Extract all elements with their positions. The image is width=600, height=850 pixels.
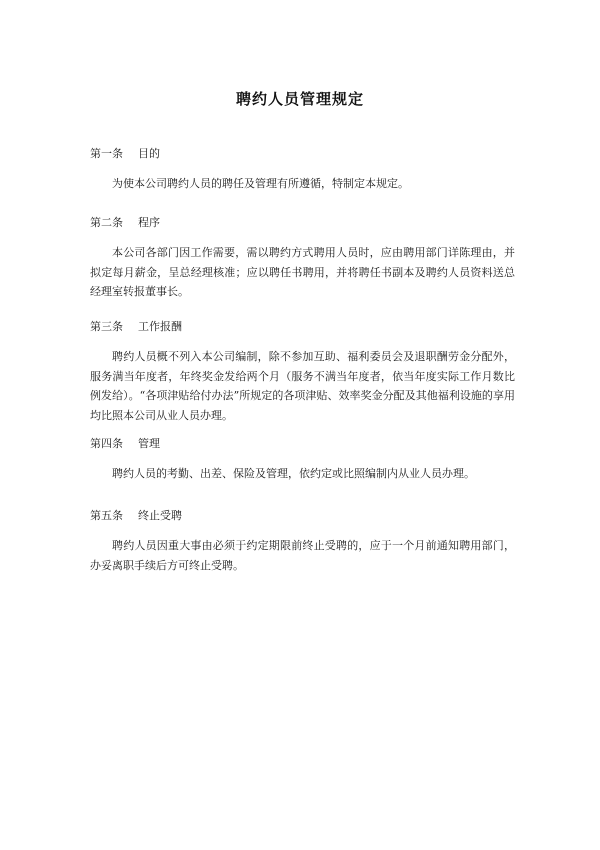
article-2 — [90, 216, 515, 302]
article-title: 程序 — [138, 216, 160, 229]
article-body: 为使本公司聘约人员的聘任及管理有所遵循，特制定本规定。 — [112, 177, 409, 190]
article-body: 聘约人员概不列入本公司编制，除不参加互助、福利委员会及退职酬劳金分配外，服务满当年度者，年终奖金发给两个月（服务不满当年度者，依当年度实际工作月数比例发给）。“各项津贴给付办法”所规定的各项津贴、效率奖金分配及其他福利设施的享用均比照本公司从业人员办理。 — [90, 350, 515, 422]
article-3 — [90, 320, 515, 425]
article-number: 第五条 — [90, 509, 123, 522]
article-number: 第四条 — [90, 437, 123, 450]
article-heading — [90, 437, 515, 451]
article-4 — [90, 437, 515, 484]
article-body: 聘约人员的考勤、出差、保险及管理，依约定或比照编制内从业人员办理。 — [112, 467, 475, 480]
article-heading — [90, 147, 515, 161]
article-number: 第三条 — [90, 320, 123, 333]
article-number: 第二条 — [90, 216, 123, 229]
article-1 — [90, 147, 515, 194]
document-title: 聘约人员管理规定 — [235, 90, 364, 108]
article-body: 本公司各部门因工作需要，需以聘约方式聘用人员时，应由聘用部门详陈理由，并拟定每月薪金，呈总经理核准；应以聘任书聘用，并将聘任书副本及聘约人员资料送总经理室转报董事长。 — [90, 246, 515, 298]
article-number: 第一条 — [90, 147, 123, 160]
article-heading — [90, 509, 515, 523]
article-heading — [90, 216, 515, 230]
article-5 — [90, 509, 515, 575]
article-title: 终止受聘 — [138, 509, 182, 522]
article-body: 聘约人员因重大事由必须于约定期限前终止受聘的，应于一个月前通知聘用部门，办妥离职手续后方可终止受聘。 — [90, 539, 515, 572]
article-title: 工作报酬 — [138, 320, 182, 333]
article-heading — [90, 320, 515, 334]
article-title: 目的 — [138, 147, 160, 160]
article-title: 管理 — [138, 437, 160, 450]
